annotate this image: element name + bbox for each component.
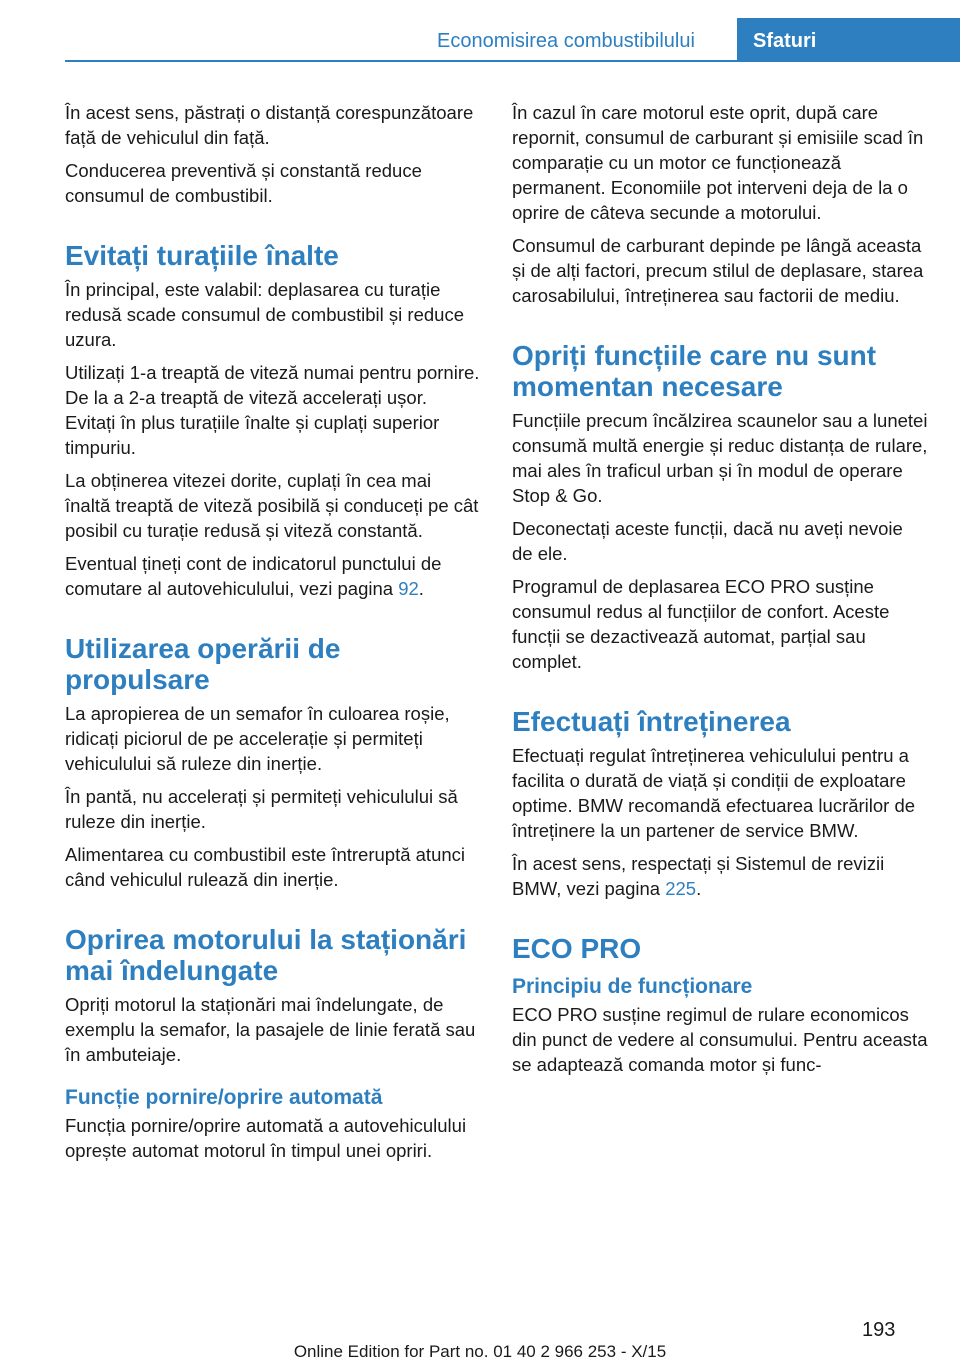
paragraph-text: Eventual țineți cont de indicatorul punctului de comutare al autovehiculului, vezi pagina: [65, 553, 442, 599]
paragraph: În pantă, nu accelerați și permiteți vehiculului să ruleze din inerție.: [65, 786, 458, 832]
footer-edition: Online Edition for Part no. 01 40 2 966 253 - X/15: [293, 1342, 667, 1361]
paragraph: Consumul de carburant depinde pe lângă aceasta și de alți factori, precum stilul de deplasare, starea carosabilului, întreținerea sau factorii de mediu.: [512, 235, 924, 306]
heading-avoid-high-revs: Evitați turațiile înalte: [65, 240, 339, 271]
paragraph: Conducerea preventivă și constantă reduce consumul de combustibil.: [65, 160, 422, 206]
paragraph: Efectuați regulat întreținerea vehiculului pentru a facilita o durată de viață și condiții de exploatare optime. BMW recomandă efectuarea lucrărilor de întreținere la un partener de service BMW.: [512, 745, 916, 841]
heading-stop-engine: Oprirea motorului la staționări mai îndelungate: [65, 924, 467, 986]
header-chapter-tab: Sfaturi: [737, 18, 960, 60]
paragraph: Alimentarea cu combustibil este întreruptă atunci când vehiculul rulează din inerție.: [65, 844, 466, 890]
page-link-92[interactable]: 92: [398, 578, 419, 599]
heading-maintenance: Efectuați întreținerea: [512, 706, 791, 737]
paragraph-end: .: [418, 578, 424, 599]
page-header: [0, 0, 960, 60]
paragraph: Utilizați 1-a treaptă de viteză numai pentru pornire. De la a 2-a treaptă de viteză accelerați ușor. Evitați în plus turațiile înalte și cuplați superior timpuriu.: [65, 362, 480, 458]
paragraph: În cazul în care motorul este oprit, după care repornit, consumul de carburant și emisiile scad în comparație cu un motor ce funcționează permanent. Economiile pot interveni deja de la o oprire de câteva secunde a motorului.: [512, 102, 924, 223]
page-number: 193: [862, 1319, 896, 1341]
heading-switch-off-functions: Opriți funcțiile care nu sunt momentan necesare: [512, 340, 877, 402]
header-section-title: Economisirea combustibilului: [437, 30, 695, 52]
left-column: [65, 100, 481, 1171]
paragraph: În acest sens, păstrați o distanță corespunzătoare față de vehiculul din față.: [65, 102, 474, 148]
paragraph-end: .: [696, 878, 702, 899]
heading-auto-start-stop: Funcție pornire/oprire automată: [65, 1086, 383, 1109]
header-rule: [65, 60, 960, 62]
paragraph: Deconectați aceste funcții, dacă nu aveți nevoie de ele.: [512, 518, 903, 564]
paragraph: Opriți motorul la staționări mai îndelungate, de exemplu la semafor, la pasajele de linie ferată sau în ambuteiaje.: [65, 994, 476, 1065]
heading-overrun-mode: Utilizarea operării de propulsare: [65, 633, 341, 695]
heading-eco-pro: ECO PRO: [512, 933, 642, 964]
paragraph-text: În acest sens, respectați și Sistemul de revizii BMW, vezi pagina: [512, 853, 885, 899]
paragraph: La obținerea vitezei dorite, cuplați în cea mai înaltă treaptă de viteză posibilă și conduceți pe cât posibil cu turație redusă și viteză constantă.: [65, 470, 479, 541]
paragraph: Funcțiile precum încălzirea scaunelor sau a lunetei consumă multă energie și reduc distanța de rulare, mai ales în traficul urban și în modul de operare Stop & Go.: [512, 410, 928, 506]
paragraph: [512, 851, 928, 901]
right-column: [512, 100, 928, 1085]
paragraph: În principal, este valabil: deplasarea cu turație redusă scade consumul de combustibil și reduce uzura.: [65, 279, 464, 350]
paragraph: La apropierea de un semafor în culoarea roșie, ridicați piciorul de pe accelerație și permiteți vehiculului să ruleze din inerție.: [65, 703, 450, 774]
paragraph: Programul de deplasarea ECO PRO susține consumul redus al funcțiilor de confort. Aceste funcții se dezactivează automat, parțial sau complet.: [512, 576, 890, 672]
heading-principle: Principiu de funcționare: [512, 975, 753, 998]
paragraph: [65, 551, 481, 601]
page-link-225[interactable]: 225: [665, 878, 697, 899]
paragraph: Funcția pornire/oprire automată a autovehiculului oprește automat motorul în timpul unei opriri.: [65, 1115, 467, 1161]
paragraph: ECO PRO susține regimul de rulare economicos din punct de vedere al consumului. Pentru aceasta se adaptează comanda motor și func-: [512, 1004, 928, 1075]
